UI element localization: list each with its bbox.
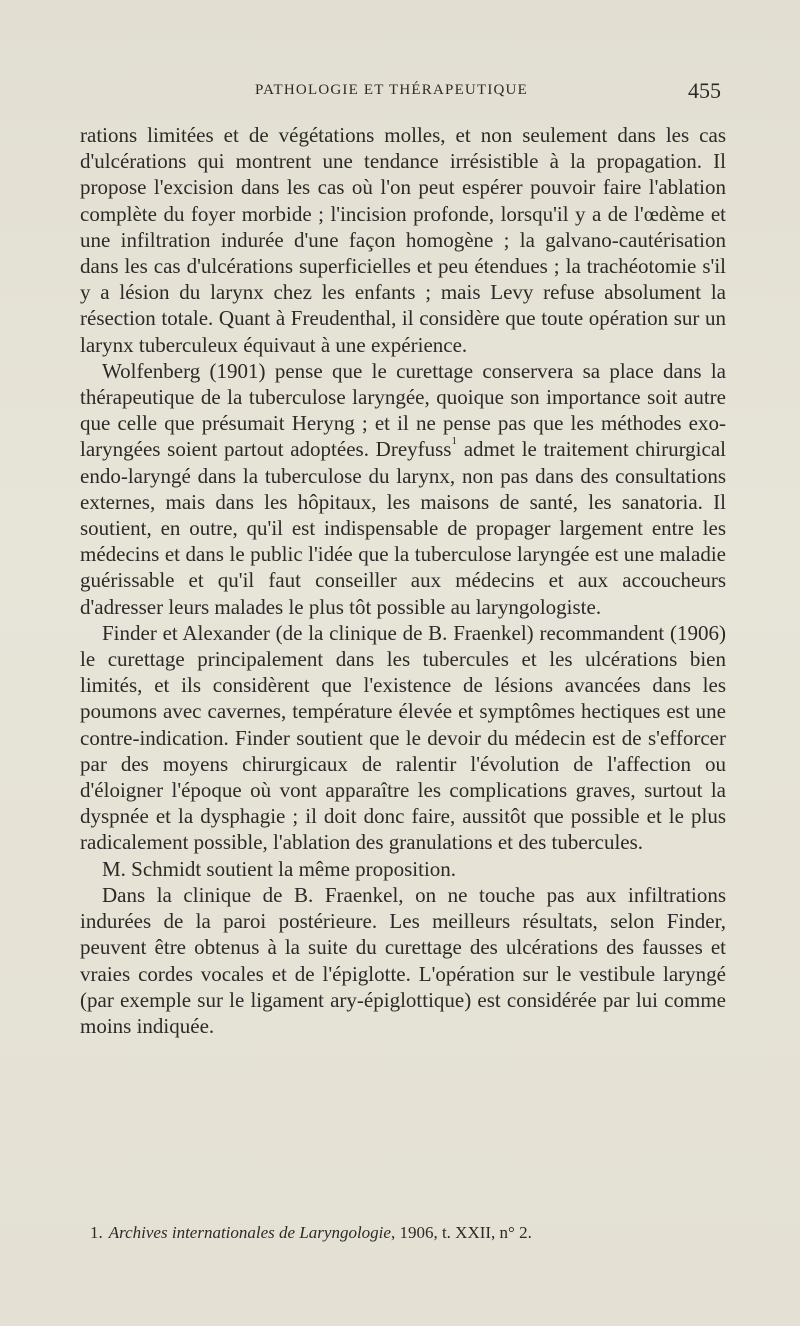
paragraph: M. Schmidt soutient la même proposition. <box>102 856 457 881</box>
page-number: 455 <box>688 78 721 103</box>
paragraph: Finder et Alexander (de la clinique de B. Fraenkel) recommandent (1906) le curettage principalement dans les tubercules et les ulcérations bien limités, et ils considèrent que l'existence de lésions avancées dans les poumons avec cavernes, température élevée et symptômes hectiques est une contre-indication. Finder soutient que le devoir du médecin est de s'efforcer par des moyens chirurgicaux de ralentir l'évolution de l'affection ou d'éloigner l'époque où vont apparaître les complications graves, surtout la dyspnée et la dysphagie ; il doit donc faire, aussitôt que possible et le plus radicalement possible, l'ablation des granulations et des tubercules. <box>80 620 726 855</box>
paragraph-text: Wolfenberg (1901) pense que le curettage conservera sa place dans la thérapeutique de la tuberculose laryngée, quoique son importance soit autre que celle que présumait Heryng ; et il ne pense pas que les méthodes exo-laryngées soient partout adoptées. Dreyfuss <box>80 358 726 462</box>
page-header <box>0 78 800 104</box>
paragraph-text: admet le traitement chirurgical endo-laryngé dans la tuberculose du larynx, non pas dans des consultations externes, mais dans les hôpitaux, les maisons de santé, les sanatoria. Il soutient, en outre, qu'il est indispensable de propager largement entre les médecins et dans le public l'idée que la tuberculose laryngée est une maladie guérissable et qu'il faut conseiller aux médecins et aux accoucheurs d'adresser leurs malades le plus tôt possible au laryngologiste. <box>80 437 726 619</box>
footnote <box>80 1222 726 1244</box>
running-head: PATHOLOGIE ET THÉRAPEUTIQUE <box>255 82 528 98</box>
paragraph: Dans la clinique de B. Fraenkel, on ne touche pas aux infiltrations indurées de la paroi postérieure. Les meilleurs résultats, selon Finder, peuvent être obtenus à la suite du curettage des ulcérations des fausses et vraies cordes vocales et de l'épiglotte. L'opération sur le vestibule laryngé (par exemple sur le ligament ary-épiglottique) est considérée par lui comme moins indiquée. <box>80 882 726 1038</box>
footnote-reference: 1 <box>451 435 457 448</box>
footnote-journal: Archives internationales de Laryngologie <box>108 1223 391 1242</box>
footnote-details: , 1906, t. XXII, n° 2. <box>390 1223 532 1242</box>
footnote-number: 1. <box>90 1223 103 1242</box>
paragraph: rations limitées et de végétations molles, et non seulement dans les cas d'ulcérations qui montrent une tendance irrésistible à la propagation. Il propose l'excision dans les cas où l'on peut espérer pouvoir faire l'ablation complète du foyer morbide ; l'incision profonde, lorsqu'il y a de l'œdème et une infiltration indurée d'une façon homogène ; la galvano-cautérisation dans les cas d'ulcérations superficielles et peu étendues ; la trachéotomie s'il y a lésion du larynx chez les enfants ; mais Levy refuse absolument la résection totale. Quant à Freudenthal, il considère que toute opération sur un larynx tuberculeux équivaut à une expérience. <box>80 123 726 357</box>
body-text <box>80 122 726 1039</box>
paragraph <box>80 358 726 620</box>
